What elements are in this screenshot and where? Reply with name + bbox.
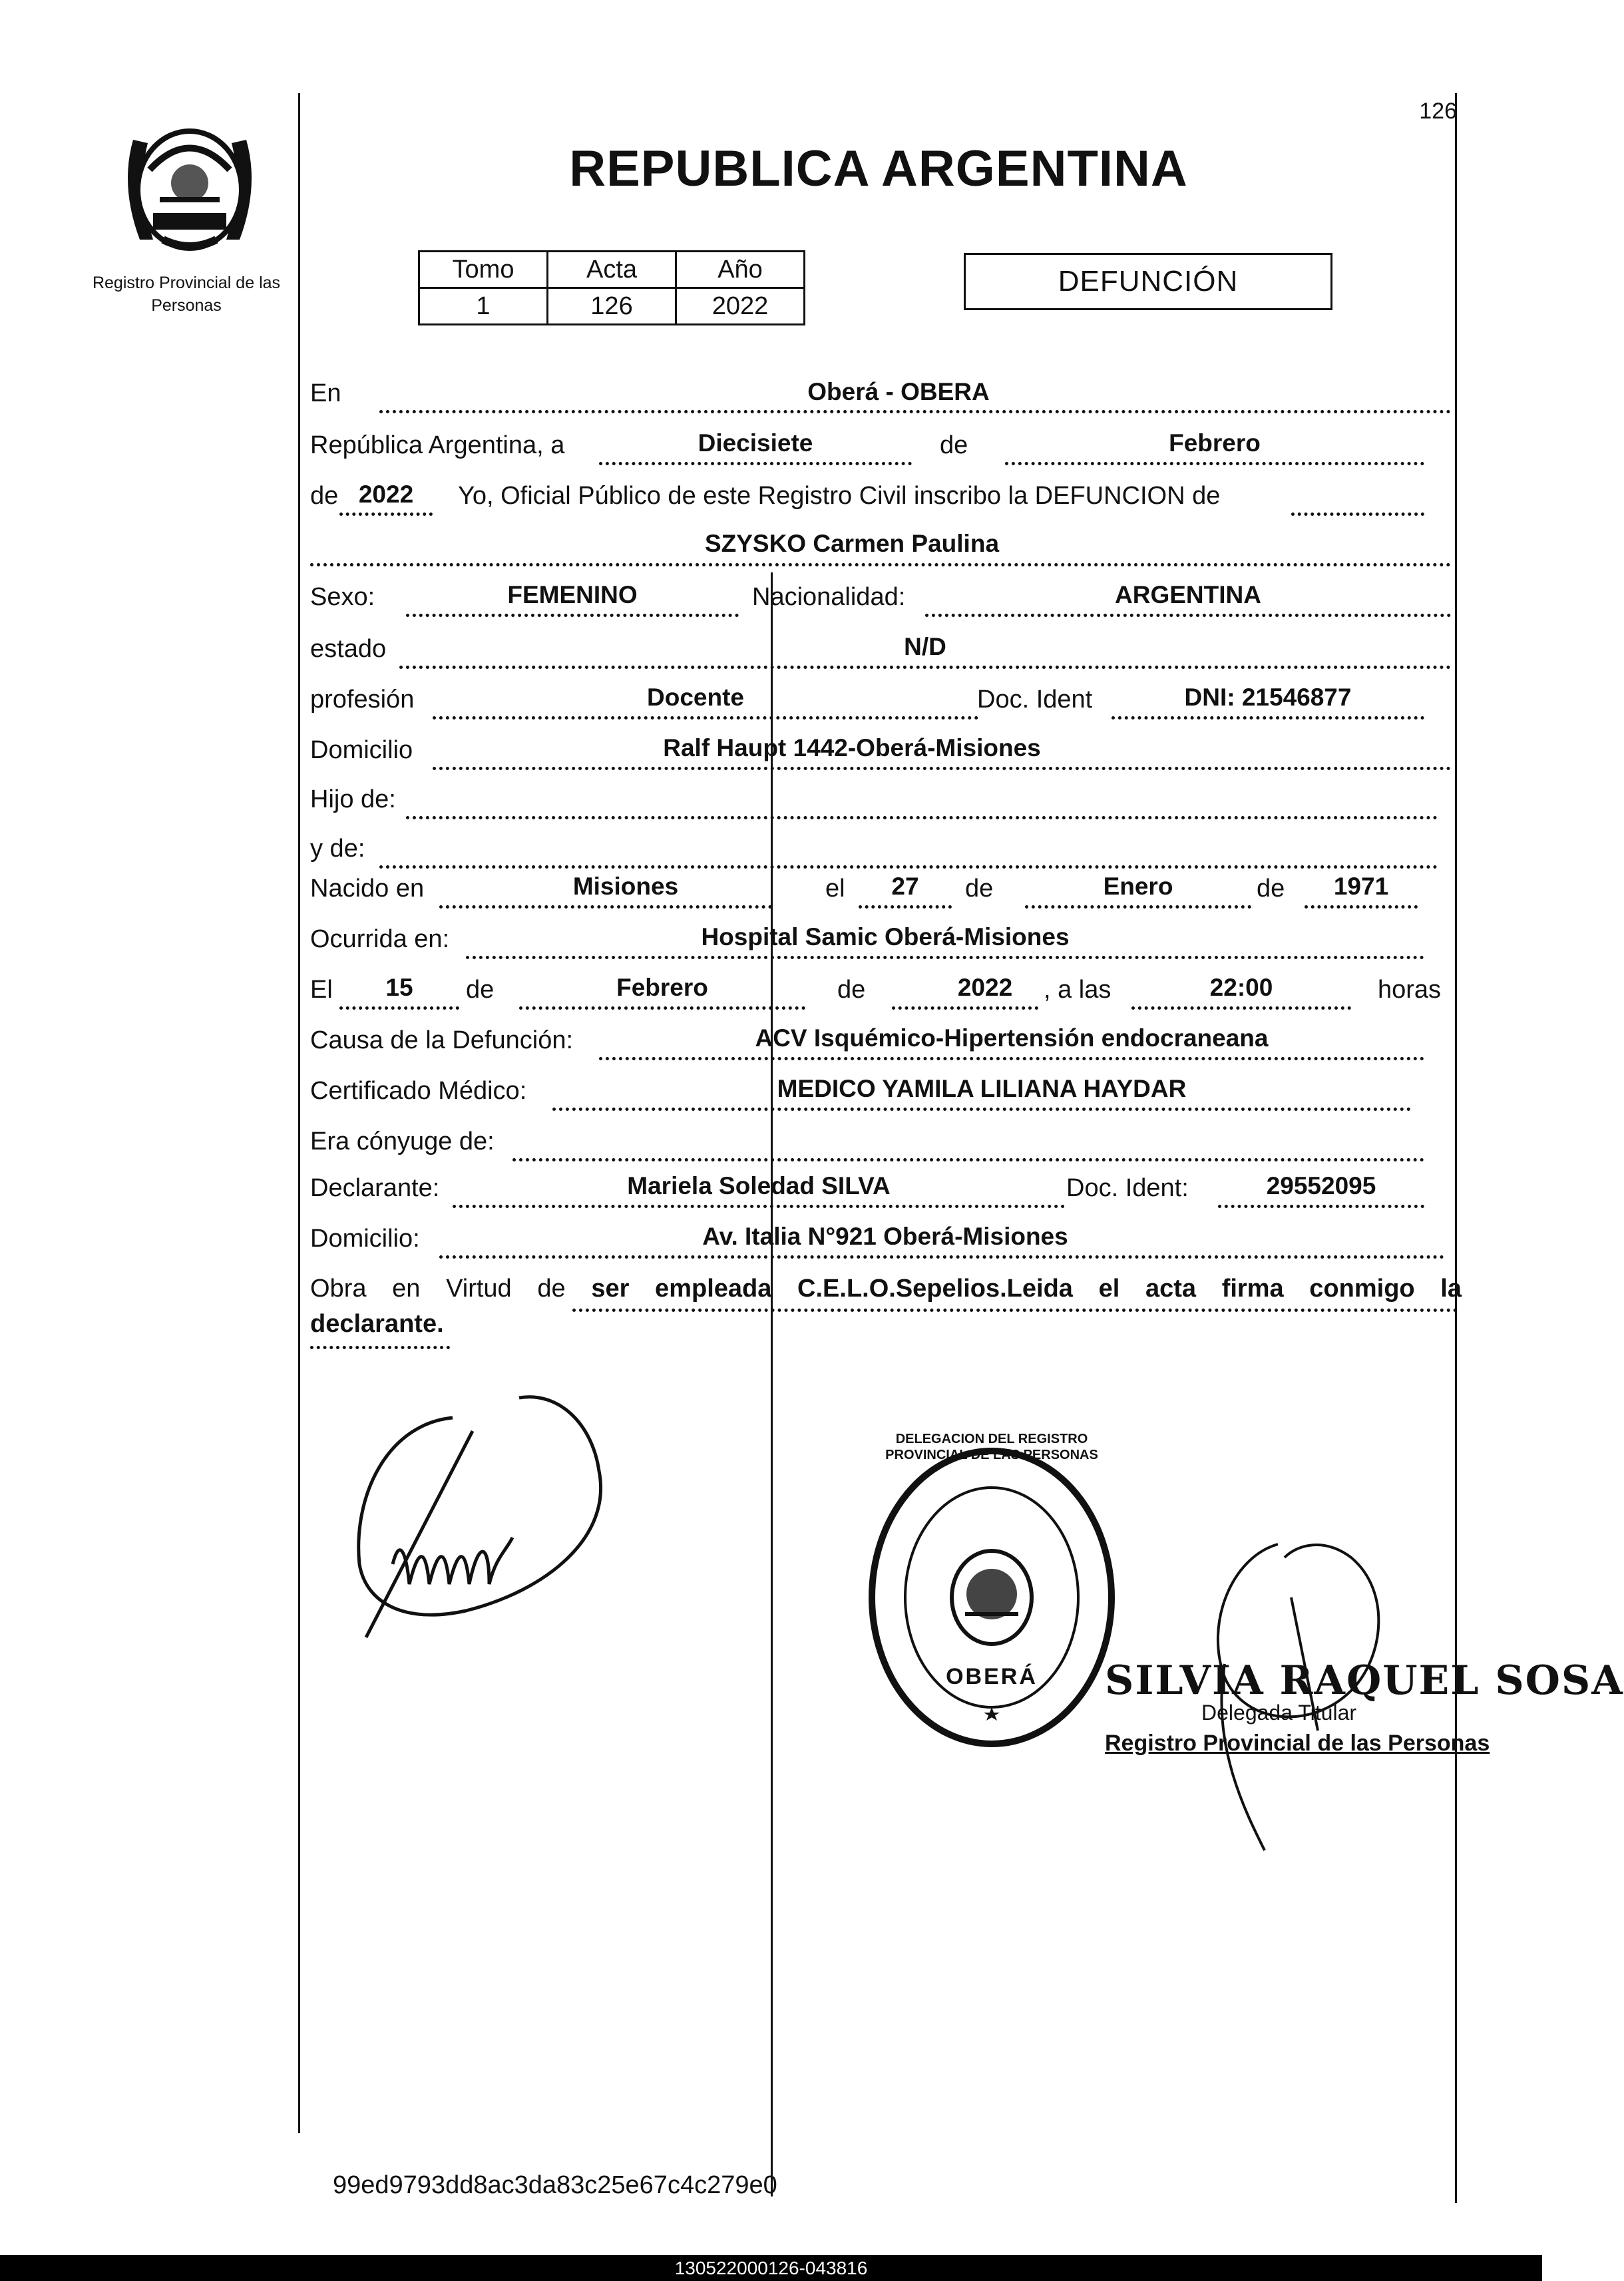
label-estado: estado xyxy=(310,635,387,663)
officer-signature xyxy=(346,1364,626,1644)
dotted-line xyxy=(1291,513,1424,516)
dotted-line xyxy=(453,1205,1065,1208)
page-number: 126 xyxy=(1419,99,1457,124)
registry-header-row xyxy=(419,252,805,288)
virtue-line xyxy=(310,1270,1462,1307)
label-ocurrida-en: Ocurrida en: xyxy=(310,925,450,953)
death-year-value: 2022 xyxy=(957,974,1013,1001)
dotted-line xyxy=(433,716,978,720)
registry-value-row xyxy=(419,288,805,325)
label-de: de xyxy=(310,482,339,510)
dotted-line xyxy=(1131,1006,1351,1010)
signer-signature xyxy=(1185,1531,1404,1864)
official-seal xyxy=(865,1444,1118,1751)
left-margin-line xyxy=(298,93,300,2133)
dotted-line xyxy=(399,666,1451,669)
label-republica: República Argentina, a xyxy=(310,431,565,459)
death-time-value: 22:00 xyxy=(1209,974,1273,1001)
dotted-line xyxy=(552,1108,1411,1111)
declarant-value: Mariela Soledad SILVA xyxy=(627,1172,891,1199)
dotted-line xyxy=(1218,1205,1424,1208)
dotted-line xyxy=(339,513,433,516)
declarant-address-value: Av. Italia N°921 Oberá-Misiones xyxy=(702,1223,1068,1250)
estado-value: N/D xyxy=(904,633,946,660)
birth-place-value: Misiones xyxy=(572,873,679,900)
dotted-line xyxy=(925,614,1451,617)
dotted-line xyxy=(310,563,1451,566)
certificate-value: MEDICO YAMILA LILIANA HAYDAR xyxy=(777,1075,1187,1102)
profesion-value: Docente xyxy=(647,684,744,711)
label-nacionalidad: Nacionalidad: xyxy=(752,583,906,611)
domicilio-value: Ralf Haupt 1442-Oberá-Misiones xyxy=(663,734,1041,761)
dotted-line xyxy=(1005,462,1424,465)
dotted-line xyxy=(433,767,1451,770)
label-yo-oficial: Yo, Oficial Público de este Registro Civil inscribo la DEFUNCION de xyxy=(458,482,1221,510)
label-sexo: Sexo: xyxy=(310,583,375,611)
dotted-line xyxy=(406,816,1438,819)
label-domicilio: Domicilio: xyxy=(310,1225,420,1253)
document-type-box: DEFUNCIÓN xyxy=(964,253,1332,310)
birth-year-value: 1971 xyxy=(1333,873,1389,900)
dotted-line xyxy=(859,905,952,909)
dotted-line xyxy=(1305,905,1418,909)
dotted-line xyxy=(519,1006,805,1010)
dotted-line xyxy=(892,1006,1038,1010)
registry-value-acta: 126 xyxy=(548,288,676,325)
death-day-value: 15 xyxy=(385,974,413,1001)
dotted-line xyxy=(599,1057,1424,1060)
label-hijo-de: Hijo de: xyxy=(310,785,396,813)
birth-month-value: Enero xyxy=(1103,873,1173,900)
label-de: de xyxy=(837,976,866,1004)
label-en: En xyxy=(310,379,341,407)
birth-day-value: 27 xyxy=(891,873,919,900)
dotted-line xyxy=(1112,716,1424,720)
registry-header-ano: Año xyxy=(676,252,805,288)
signer-registry-text: Registro Provincial de las Personas xyxy=(1105,1731,1490,1756)
dotted-line xyxy=(439,1255,1444,1259)
dotted-line xyxy=(512,1158,1424,1161)
nacionalidad-value: ARGENTINA xyxy=(1115,581,1261,608)
label-el: el xyxy=(825,875,845,903)
registry-header-tomo: Tomo xyxy=(419,252,548,288)
label-de: de xyxy=(466,976,495,1004)
dotted-line xyxy=(1025,905,1251,909)
year-value: 2022 xyxy=(358,481,414,508)
page-title: REPUBLICA ARGENTINA xyxy=(569,140,1188,197)
virtue-text-value: ser empleada C.E.L.O.Sepelios.Leida el acta firma conmigo la xyxy=(591,1275,1462,1303)
label-y-de: y de: xyxy=(310,835,365,863)
label-profesion: profesión xyxy=(310,686,415,714)
registry-value-ano: 2022 xyxy=(676,288,805,325)
document-hash: 99ed9793dd8ac3da83c25e67c4c279e0 xyxy=(333,2171,777,2199)
label-el: El xyxy=(310,976,333,1004)
label-doc-ident: Doc. Ident: xyxy=(1066,1174,1189,1202)
registry-header-acta: Acta xyxy=(548,252,676,288)
deceased-name-value: SZYSKO Carmen Paulina xyxy=(704,530,1000,557)
virtue-continued-value: declarante. xyxy=(310,1310,444,1338)
signer-name: SILVIA RAQUEL SOSA xyxy=(1105,1657,1624,1704)
label-domicilio: Domicilio xyxy=(310,736,413,764)
doc-ident-value: DNI: 21546877 xyxy=(1184,684,1352,711)
registry-table xyxy=(418,250,805,325)
label-conyuge: Era cónyuge de: xyxy=(310,1128,495,1155)
signer-title: Delegada Titular xyxy=(1201,1701,1357,1725)
label-nacido-en: Nacido en xyxy=(310,875,425,903)
label-doc-ident: Doc. Ident xyxy=(977,686,1093,714)
death-month-value: Febrero xyxy=(616,974,708,1001)
logo-caption: Registro Provincial de las Personas xyxy=(92,274,281,315)
dotted-line xyxy=(439,905,772,909)
place-value: Oberá - OBERA xyxy=(807,378,990,405)
seal-city-text: OBERÁ xyxy=(946,1664,1038,1689)
dotted-line xyxy=(406,614,739,617)
month-value: Febrero xyxy=(1169,429,1261,457)
cause-value: ACV Isquémico-Hipertensión endocraneana xyxy=(755,1024,1269,1052)
dotted-line xyxy=(379,865,1438,869)
declarant-doc-value: 29552095 xyxy=(1266,1172,1376,1199)
dotted-line xyxy=(310,1346,450,1349)
dotted-line xyxy=(339,1006,459,1010)
label-horas: horas xyxy=(1378,976,1442,1004)
seal-ring-text: DELEGACION DEL REGISTRO PROVINCIAL DE LAS PERSONAS xyxy=(885,1432,1098,1462)
right-margin-line xyxy=(1455,93,1457,2203)
dotted-line xyxy=(599,462,912,465)
sexo-value: FEMENINO xyxy=(507,581,638,608)
label-a-las: , a las xyxy=(1044,976,1112,1004)
label-declarante: Declarante: xyxy=(310,1174,440,1202)
dotted-line xyxy=(572,1309,1458,1312)
death-place-value: Hospital Samic Oberá-Misiones xyxy=(701,923,1070,950)
label-de: de xyxy=(1257,875,1285,903)
day-words-value: Diecisiete xyxy=(698,429,813,457)
barcode-footer: 130522000126-043816 xyxy=(0,2255,1542,2281)
label-causa: Causa de la Defunción: xyxy=(310,1026,574,1054)
label-certificado: Certificado Médico: xyxy=(310,1077,527,1105)
label-de: de xyxy=(940,431,968,459)
label-obra-en-virtud: Obra en Virtud de xyxy=(310,1275,566,1303)
province-logo xyxy=(113,113,266,260)
dotted-line xyxy=(466,956,1424,959)
dotted-line xyxy=(379,410,1451,413)
registry-value-tomo: 1 xyxy=(419,288,548,325)
label-de: de xyxy=(965,875,994,903)
